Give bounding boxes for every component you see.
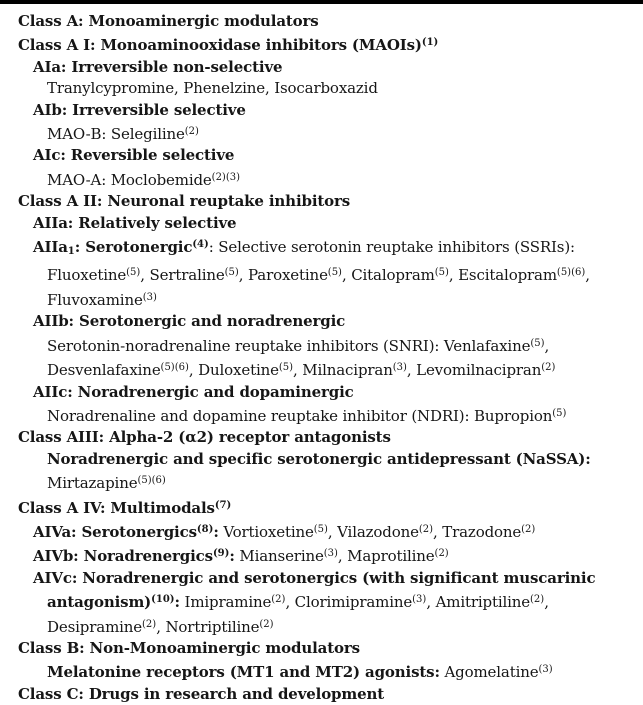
- text-segment: AIIa: Relatively selective: [33, 213, 237, 232]
- classification-line: [18, 333, 639, 357]
- text-segment: Class A II: Neuronal reuptake inhibitors: [18, 192, 351, 211]
- classification-line: [18, 427, 639, 448]
- text-segment: :: [174, 593, 180, 612]
- reference-superscript: (5): [278, 362, 294, 374]
- subscript-label: 1: [67, 246, 75, 258]
- reference-superscript: (2): [418, 523, 434, 535]
- text-segment: Class A I: Monoaminooxidase inhibitors (MAOIs): [18, 36, 422, 55]
- reference-superscript: (2): [271, 594, 286, 606]
- reference-superscript: (2): [541, 362, 556, 374]
- classification-line: [18, 357, 639, 381]
- classification-line: [18, 311, 639, 332]
- reference-superscript: (5): [434, 267, 449, 279]
- reference-superscript: (3): [412, 594, 427, 606]
- text-segment: Class B: Non-Monoaminergic modulators: [18, 638, 360, 657]
- reference-superscript: (5)(6): [160, 362, 189, 374]
- classification-line: [18, 145, 639, 166]
- text-segment: AIc: Reversible selective: [33, 146, 235, 165]
- text-segment: AIa: Irreversible non-selective: [33, 57, 283, 76]
- text-segment: Class C: Drugs in research and development: [18, 684, 385, 703]
- classification-line: [18, 234, 639, 262]
- classification-line: [18, 121, 639, 145]
- text-segment: MAO-B: Selegiline: [47, 125, 185, 144]
- classification-line: [18, 589, 639, 613]
- text-segment: Class A IV: Multimodals: [18, 498, 215, 517]
- classification-line: [18, 543, 639, 567]
- reference-superscript: (5): [552, 407, 567, 419]
- reference-superscript: (9): [212, 548, 230, 560]
- text-segment: : Selective serotonin reuptake inhibitors (SSRIs):: [208, 238, 575, 257]
- text-segment: Mirtazapine: [47, 474, 138, 493]
- classification-line: [18, 519, 639, 543]
- classification-line: [18, 684, 639, 705]
- text-segment: ,: [544, 593, 549, 612]
- text-segment: , Clorimipramine: [285, 593, 413, 612]
- text-segment: Fluvoxamine: [47, 290, 143, 309]
- text-segment: Class AIII: Alpha-2 (α2) receptor antagonists: [18, 428, 391, 447]
- text-segment: Vortioxetine: [218, 522, 314, 541]
- reference-superscript: (2): [142, 618, 157, 630]
- text-segment: , Sertraline: [140, 266, 225, 285]
- classification-line: [18, 167, 639, 191]
- reference-superscript: (5): [530, 337, 545, 349]
- classification-line: [18, 32, 639, 56]
- reference-superscript: (2): [259, 618, 274, 630]
- classification-line: [18, 287, 639, 311]
- classification-line: [18, 57, 639, 78]
- classification-line: [18, 78, 639, 99]
- text-segment: , Vilazodone: [327, 522, 419, 541]
- text-segment: , Escitalopram: [448, 266, 557, 285]
- text-segment: , Levomilnacipran: [406, 361, 542, 380]
- text-segment: ,: [544, 336, 550, 355]
- text-segment: AIVc: Noradrenergic and serotonergics (with significant muscarinic: [33, 568, 596, 587]
- reference-superscript: (3): [142, 291, 157, 303]
- text-segment: MAO-A: Moclobemide: [47, 170, 212, 189]
- reference-superscript: (3): [323, 548, 338, 560]
- text-segment: Desvenlafaxine: [47, 361, 161, 380]
- text-segment: , Paroxetine: [238, 266, 328, 285]
- text-segment: , Duloxetine: [188, 361, 279, 380]
- reference-superscript: (5): [313, 523, 328, 535]
- classification-line: [18, 191, 639, 212]
- text-segment: Imipramine: [179, 593, 272, 612]
- reference-superscript: (5)(6): [137, 475, 166, 487]
- classification-line: [18, 262, 639, 286]
- reference-superscript: (10): [151, 594, 175, 606]
- text-segment: Agomelatine: [439, 663, 539, 682]
- classification-line: [18, 495, 639, 519]
- text-segment: Noradrenergic and specific serotonergic antidepressant (NaSSA):: [47, 449, 591, 468]
- reference-superscript: (5): [327, 267, 342, 279]
- reference-superscript: (1): [421, 37, 439, 49]
- reference-superscript: (5)(6): [556, 267, 586, 279]
- reference-superscript: (5): [126, 267, 141, 279]
- text-segment: , Milnacipran: [293, 361, 393, 380]
- text-segment: AIIc: Noradrenergic and dopaminergic: [33, 382, 354, 401]
- text-segment: Mianserine: [234, 547, 324, 566]
- text-segment: , Amitriptiline: [426, 593, 531, 612]
- text-segment: :: [213, 522, 219, 541]
- text-segment: , Citalopram: [341, 266, 435, 285]
- text-segment: Noradrenaline and dopamine reuptake inhibitor (NDRI): Bupropion: [47, 406, 553, 425]
- text-segment: ,: [585, 266, 590, 285]
- reference-superscript: (2): [434, 548, 449, 560]
- classification-line: [18, 614, 639, 638]
- text-segment: Class A: Monoaminergic modulators: [18, 12, 319, 30]
- reference-superscript: (3): [538, 664, 553, 676]
- reference-superscript: (5): [224, 267, 239, 279]
- text-segment: , Trazodone: [433, 522, 522, 541]
- text-segment: AIIa: [33, 238, 68, 257]
- text-segment: AIVb: Noradrenergics: [33, 547, 213, 566]
- text-segment: Serotonin-noradrenaline reuptake inhibitors (SNRI): Venlafaxine: [47, 336, 531, 355]
- classification-line: [18, 403, 639, 427]
- reference-superscript: (4): [192, 239, 209, 251]
- text-segment: Desipramine: [47, 617, 143, 636]
- classification-line: [18, 382, 639, 403]
- text-segment: AIIb: Serotonergic and noradrenergic: [33, 312, 346, 331]
- classification-line: [18, 659, 639, 683]
- reference-superscript: (2): [184, 126, 199, 138]
- text-segment: Melatonine receptors (MT1 and MT2) agonists:: [47, 663, 440, 682]
- classification-list: [18, 11, 639, 705]
- reference-superscript: (2): [521, 523, 536, 535]
- text-segment: :: [229, 547, 235, 566]
- text-segment: : Serotonergic: [74, 238, 193, 257]
- classification-line: [18, 213, 639, 234]
- classification-line: [18, 100, 639, 121]
- text-segment: AIb: Irreversible selective: [33, 100, 246, 119]
- reference-superscript: (3): [392, 362, 407, 374]
- classification-line: [18, 470, 639, 494]
- reference-superscript: (8): [196, 523, 214, 535]
- table-top-rule: [0, 0, 643, 4]
- classification-line: [18, 11, 639, 32]
- text-segment: AIVa: Serotonergics: [33, 522, 197, 541]
- text-segment: , Maprotiline: [337, 547, 435, 566]
- text-segment: , Nortriptiline: [156, 617, 260, 636]
- text-segment: antagonism): [47, 593, 152, 612]
- reference-superscript: (7): [214, 499, 232, 511]
- reference-superscript: (2)(3): [211, 171, 241, 183]
- classification-line: [18, 568, 639, 589]
- reference-superscript: (2): [530, 594, 545, 606]
- text-segment: Tranylcypromine, Phenelzine, Isocarboxazid: [47, 79, 378, 98]
- classification-line: [18, 638, 639, 659]
- text-segment: Fluoxetine: [47, 266, 127, 285]
- classification-line: [18, 449, 639, 470]
